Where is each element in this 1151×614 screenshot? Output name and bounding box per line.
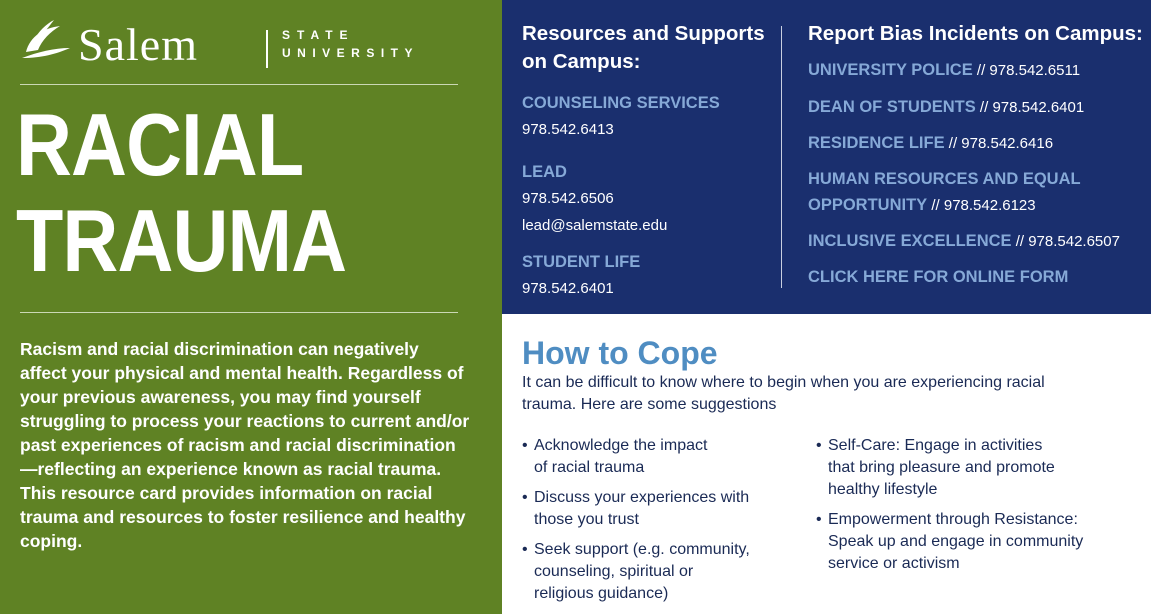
online-form-link[interactable]: CLICK HERE FOR ONLINE FORM <box>808 268 1069 286</box>
resource-phone: 978.542.6413 <box>522 121 614 138</box>
list-item-line: counseling, spiritual or <box>534 563 694 580</box>
list-item-line: Self-Care: Engage in activities <box>828 437 1043 454</box>
left-panel <box>0 0 502 614</box>
cope-intro-2: trauma. Here are some suggestions <box>522 396 777 413</box>
title-line-1: RACIAL <box>16 95 304 194</box>
resource-name[interactable]: LEAD <box>522 163 567 181</box>
report-heading: Report Bias Incidents on Campus: <box>808 22 1143 45</box>
report-phone: 978.542.6511 <box>989 62 1081 79</box>
online-form-item <box>808 267 1148 288</box>
logo-divider <box>266 30 268 68</box>
resource-name[interactable]: STUDENT LIFE <box>522 253 641 271</box>
list-item <box>522 539 802 605</box>
report-sep: // <box>1011 233 1029 250</box>
list-item-line: those you trust <box>534 511 639 528</box>
column-divider <box>781 26 782 288</box>
list-item <box>522 487 802 531</box>
report-item <box>808 60 1148 81</box>
report-phone: 978.542.6401 <box>992 99 1085 116</box>
list-item <box>816 435 1146 501</box>
report-item <box>808 231 1148 252</box>
resources-panel <box>502 0 1151 314</box>
university-logo <box>20 12 460 72</box>
list-item <box>522 435 802 479</box>
logo-state: STATE <box>282 28 355 42</box>
bullet-icon: • <box>522 437 528 454</box>
bird-logo-icon <box>20 18 72 62</box>
report-phone: 978.542.6123 <box>943 197 1036 214</box>
bullet-icon: • <box>816 511 822 528</box>
list-item-line: Acknowledge the impact <box>534 437 708 454</box>
report-name[interactable]: DEAN OF STUDENTS <box>808 98 976 116</box>
cope-list-right <box>816 435 1146 583</box>
intro-text: Racism and racial discrimination can negatively affect your physical and mental health. Regardless of your previous awareness, you may find yourself struggling to process your reactions to current and/or past experiences of racism and racial discrimination—reflecting an experience known as racial trauma. This resource card provides information on racial trauma and resources to foster resilience and healthy coping. <box>20 339 470 551</box>
report-name-line1[interactable]: HUMAN RESOURCES AND EQUAL <box>808 170 1081 188</box>
list-item-line: healthy lifestyle <box>828 481 938 498</box>
list-item-line: Speak up and engage in community <box>828 533 1084 550</box>
list-item <box>816 509 1146 575</box>
bullet-icon: • <box>522 489 528 506</box>
cope-intro-1: It can be difficult to know where to begin when you are experiencing racial <box>522 374 1045 391</box>
resource-name[interactable]: COUNSELING SERVICES <box>522 94 720 112</box>
bottom-rule <box>20 312 458 313</box>
list-item-line: Seek support (e.g. community, <box>534 541 750 558</box>
resource-phone: 978.542.6506 <box>522 190 614 207</box>
bullet-icon: • <box>816 437 822 454</box>
list-item-line: service or activism <box>828 555 960 572</box>
report-item <box>808 133 1148 154</box>
cope-list-left <box>522 435 802 613</box>
list-item-line: religious guidance) <box>534 585 669 602</box>
report-sep: // <box>972 62 990 79</box>
report-column <box>808 20 1148 288</box>
report-phone: 978.542.6416 <box>961 135 1054 152</box>
how-to-cope-section <box>522 334 1132 416</box>
title-line-2: TRAUMA <box>16 191 347 290</box>
resources-heading-1: Resources and Supports <box>522 22 765 45</box>
report-name[interactable]: OPPORTUNITY <box>808 196 928 214</box>
list-item-line: of racial trauma <box>534 459 645 476</box>
report-name[interactable]: INCLUSIVE EXCELLENCE <box>808 232 1012 250</box>
logo-university: UNIVERSITY <box>282 46 420 60</box>
report-item <box>808 169 1148 216</box>
resources-heading-2: on Campus: <box>522 50 641 73</box>
report-phone: 978.542.6507 <box>1028 233 1120 250</box>
report-sep: // <box>927 197 944 214</box>
resources-column <box>522 20 772 299</box>
report-sep: // <box>975 99 993 116</box>
logo-salem: Salem <box>78 19 198 70</box>
top-rule <box>20 84 458 85</box>
report-sep: // <box>944 135 962 152</box>
list-item-line: Empowerment through Resistance: <box>828 511 1078 528</box>
report-name[interactable]: RESIDENCE LIFE <box>808 134 945 152</box>
cope-title: How to Cope <box>522 335 718 371</box>
list-item-line: Discuss your experiences with <box>534 489 750 506</box>
resource-email[interactable]: lead@salemstate.edu <box>522 217 668 234</box>
resource-phone: 978.542.6401 <box>522 280 614 297</box>
report-item <box>808 97 1148 118</box>
bullet-icon: • <box>522 541 528 558</box>
report-name[interactable]: UNIVERSITY POLICE <box>808 61 973 79</box>
list-item-line: that bring pleasure and promote <box>828 459 1055 476</box>
